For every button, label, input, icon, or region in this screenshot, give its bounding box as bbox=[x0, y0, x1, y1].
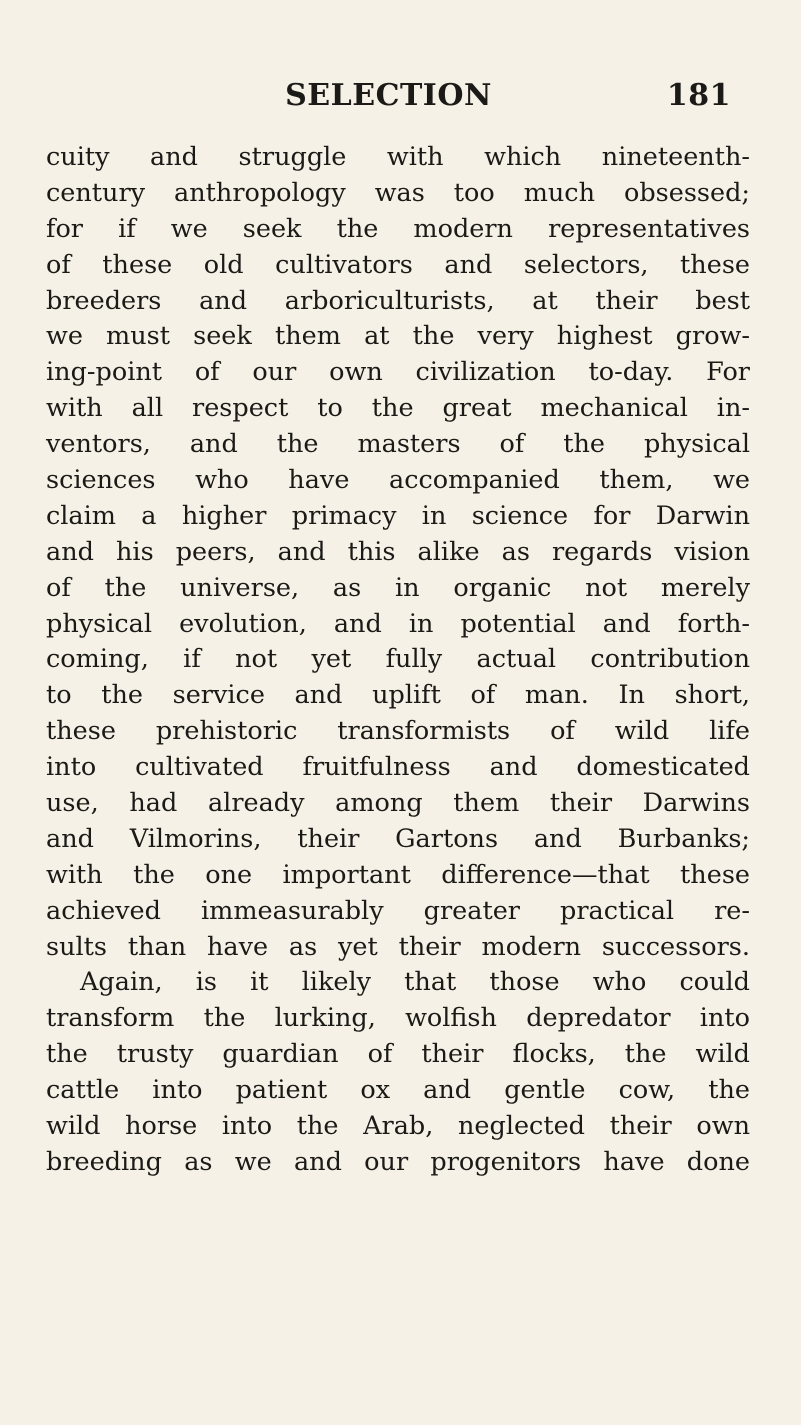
text-line: coming, if not yet fully actual contribution bbox=[46, 644, 750, 675]
page-number: 181 bbox=[666, 78, 731, 113]
text-line: wild horse into the Arab, neglected their own bbox=[46, 1111, 750, 1142]
text-line: breeding as we and our progenitors have done bbox=[46, 1146, 750, 1177]
text-line: transform the lurking, wolfish depredator into bbox=[46, 1003, 750, 1034]
text-line: cattle into patient ox and gentle cow, the bbox=[46, 1075, 750, 1106]
text-line: we must seek them at the very highest grow- bbox=[46, 321, 750, 352]
text-line: physical evolution, and in potential and forth- bbox=[46, 608, 750, 639]
text-line: breeders and arboriculturists, at their best bbox=[46, 285, 750, 316]
running-title: SELECTION bbox=[285, 78, 492, 113]
text-line: these prehistoric transformists of wild life bbox=[46, 716, 750, 747]
text-line: ventors, and the masters of the physical bbox=[46, 429, 750, 460]
text-line: sults than have as yet their modern successors. bbox=[46, 931, 750, 962]
text-line: the trusty guardian of their flocks, the wild bbox=[46, 1039, 750, 1070]
text-line: into cultivated fruitfulness and domesticated bbox=[46, 752, 750, 783]
text-line: claim a higher primacy in science for Darwin bbox=[46, 500, 750, 531]
text-line: and his peers, and this alike as regards vision bbox=[46, 536, 750, 567]
running-head bbox=[46, 78, 731, 122]
text-line: use, had already among them their Darwins bbox=[46, 788, 750, 819]
body-text bbox=[46, 140, 750, 1181]
text-line: and Vilmorins, their Gartons and Burbanks; bbox=[46, 823, 750, 854]
text-line: of the universe, as in organic not merely bbox=[46, 572, 750, 603]
text-line: cuity and struggle with which nineteenth- bbox=[46, 142, 750, 172]
text-line: with the one important difference—that these bbox=[46, 859, 750, 890]
text-line: ing-point of our own civilization to-day. For bbox=[46, 357, 750, 388]
text-line: for if we seek the modern representatives bbox=[46, 213, 750, 244]
paragraph-first-line: Again, is it likely that those who could bbox=[80, 967, 750, 998]
text-line: achieved immeasurably greater practical re- bbox=[46, 895, 750, 926]
text-line: to the service and uplift of man. In short, bbox=[46, 680, 750, 711]
text-line: sciences who have accompanied them, we bbox=[46, 465, 750, 496]
text-line: with all respect to the great mechanical in- bbox=[46, 393, 750, 424]
text-line: century anthropology was too much obsessed; bbox=[46, 177, 750, 208]
text-line: of these old cultivators and selectors, these bbox=[46, 249, 750, 280]
